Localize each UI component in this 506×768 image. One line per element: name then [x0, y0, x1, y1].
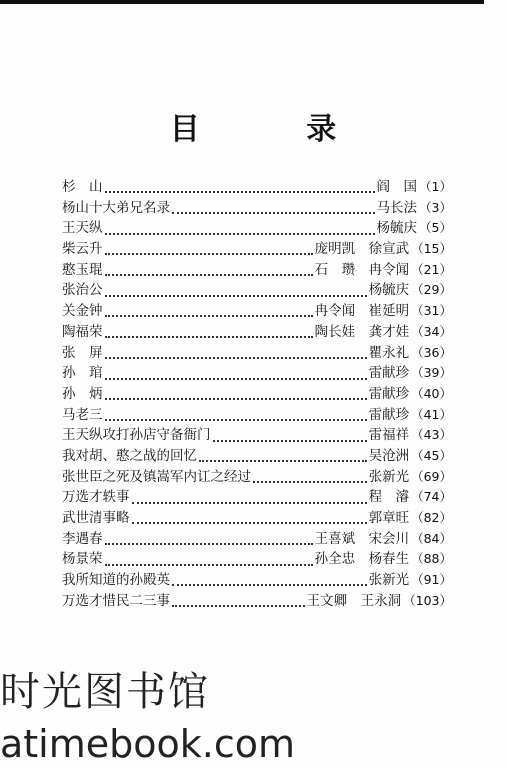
toc-entry — [62, 198, 452, 219]
toc-entry-author: 雷献珍 — [368, 365, 410, 382]
toc-entry-page: （39） — [411, 365, 452, 381]
toc-entry — [62, 467, 452, 488]
toc-entry — [62, 260, 452, 281]
dot-leader — [105, 305, 313, 317]
toc-entry-title: 杨山十大弟兄名录 — [62, 199, 170, 216]
dot-leader — [253, 471, 367, 483]
dot-leader — [105, 181, 375, 193]
toc-entry-author: 阎 国 — [376, 179, 418, 195]
toc-entry-author: 瞿永礼 — [368, 344, 410, 361]
toc-entry — [62, 239, 452, 260]
toc-entry — [62, 363, 452, 384]
toc-entry-author: 王文卿 王永洞 — [306, 592, 402, 609]
toc-entry — [62, 384, 452, 405]
toc-entry-title: 王天纵攻打孙店守备衙门 — [62, 427, 211, 444]
toc-entry-author: 雷福祥 — [368, 427, 410, 444]
toc-entry-title: 张治公 — [62, 282, 103, 299]
toc-entry-page: （103） — [403, 592, 452, 608]
toc-entry-title: 我所知道的孙殿英 — [62, 572, 170, 589]
toc-entry-page: （84） — [411, 530, 452, 546]
toc-entry — [62, 405, 452, 426]
dot-leader — [105, 243, 313, 255]
toc-entry-page: （74） — [411, 489, 452, 505]
toc-entry-author: 庞明凯 徐宣武 — [314, 241, 410, 258]
toc-entry-page: （15） — [411, 241, 452, 257]
toc-entry-title: 王天纵 — [62, 220, 103, 237]
toc-entry-author: 冉令闻 崔延明 — [314, 303, 410, 320]
dot-leader — [105, 554, 313, 566]
dot-leader — [213, 430, 367, 442]
toc-entry — [62, 280, 452, 301]
toc-entry-author: 王喜斌 宋会川 — [314, 530, 410, 547]
toc-entry-page: （29） — [411, 282, 452, 298]
toc-entry-author: 马长法 — [376, 199, 418, 216]
toc-entry-title: 关金钟 — [62, 303, 103, 320]
toc-entry — [62, 570, 452, 591]
toc-entry-page: （5） — [419, 220, 452, 236]
dot-leader — [105, 285, 367, 297]
toc-entry-title: 万选才惜民二三事 — [62, 592, 170, 609]
dot-leader — [172, 202, 375, 214]
dot-leader — [105, 347, 367, 359]
toc-entry — [62, 591, 452, 612]
toc-entry-title: 杨景荣 — [62, 551, 103, 568]
toc-entry — [62, 549, 452, 570]
toc-entry — [62, 218, 452, 239]
toc-entry-author: 张新光 — [368, 468, 410, 485]
toc-entry-page: （1） — [419, 179, 452, 194]
toc-entry-author: 陶长娃 龚才娃 — [314, 323, 410, 340]
toc-entry-author: 杨毓庆 — [368, 282, 410, 299]
toc-entry-author: 郭章旺 — [368, 510, 410, 526]
toc-entry-page: （3） — [419, 199, 452, 215]
toc-entry-page: （36） — [411, 344, 452, 360]
toc-entry-title: 我对胡、憨之战的回忆 — [62, 447, 197, 464]
toc-entry-page: （88） — [411, 551, 452, 567]
toc-entry-page: （31） — [411, 303, 452, 319]
top-border-gap — [484, 0, 506, 4]
toc-entry — [62, 487, 452, 508]
toc-entry — [62, 343, 452, 364]
page-title: 目 录 — [169, 112, 385, 147]
dot-leader — [132, 512, 367, 524]
toc-entry-title: 武世清事略 — [62, 510, 130, 526]
toc-entry — [62, 529, 452, 550]
toc-entry-page: （69） — [411, 468, 452, 484]
dot-leader — [105, 326, 313, 338]
top-border-rule — [0, 0, 506, 4]
toc-entry-title: 马老三 — [62, 406, 103, 423]
toc-entry-author: 雷献珍 — [368, 385, 410, 402]
toc-entry-author: 石 瓒 冉令闻 — [314, 261, 410, 278]
dot-leader — [105, 409, 367, 421]
dot-leader — [172, 595, 305, 607]
toc-entry-page: （91） — [411, 572, 452, 588]
watermark-url: atimebook.com — [0, 722, 296, 766]
toc-entry-title: 杉 山 — [62, 179, 103, 195]
toc-entry-page: （40） — [411, 385, 452, 401]
toc-entry — [62, 508, 452, 529]
toc-entry-title: 陶福荣 — [62, 323, 103, 340]
toc-entry-author: 程 濬 — [368, 489, 410, 506]
toc-entry-title: 憨玉琨 — [62, 261, 103, 278]
dot-leader — [105, 223, 375, 235]
toc-entry-title: 孙 炳 — [62, 385, 103, 402]
toc-entry-title: 孙 琯 — [62, 365, 103, 382]
toc-entry — [62, 425, 452, 446]
toc-entry-page: （21） — [411, 261, 452, 277]
dot-leader — [105, 388, 367, 400]
toc-entry-title: 李遇春 — [62, 530, 103, 547]
toc-entry-title: 张世臣之死及镇嵩军内讧之经过 — [62, 468, 251, 485]
toc-entry-title: 张 屏 — [62, 344, 103, 361]
dot-leader — [172, 574, 367, 586]
toc-entry-page: （43） — [411, 427, 452, 443]
dot-leader — [199, 450, 367, 462]
toc-entry-page: （41） — [411, 406, 452, 422]
toc-entry — [62, 446, 452, 467]
dot-leader — [105, 533, 313, 545]
toc-entry-page: （82） — [411, 510, 452, 525]
dot-leader — [105, 264, 313, 276]
watermark-site-name: 时光图书馆 — [0, 669, 210, 715]
toc-entry-title: 万选才轶事 — [62, 489, 130, 506]
toc-entry-author: 孙全忠 杨春生 — [314, 551, 410, 568]
toc-entry-page: （45） — [411, 447, 452, 463]
toc-entry-author: 杨毓庆 — [376, 220, 418, 237]
dot-leader — [105, 368, 367, 380]
toc-entry-author: 雷献珍 — [368, 406, 410, 423]
toc-entry-author: 张新光 — [368, 572, 410, 589]
table-of-contents — [62, 177, 452, 611]
toc-entry — [62, 301, 452, 322]
toc-entry — [62, 322, 452, 343]
toc-entry-title: 柴云升 — [62, 241, 103, 258]
toc-entry-page: （34） — [411, 323, 452, 339]
dot-leader — [132, 492, 367, 504]
toc-entry — [62, 177, 452, 198]
toc-entry-author: 吴沧洲 — [368, 447, 410, 464]
